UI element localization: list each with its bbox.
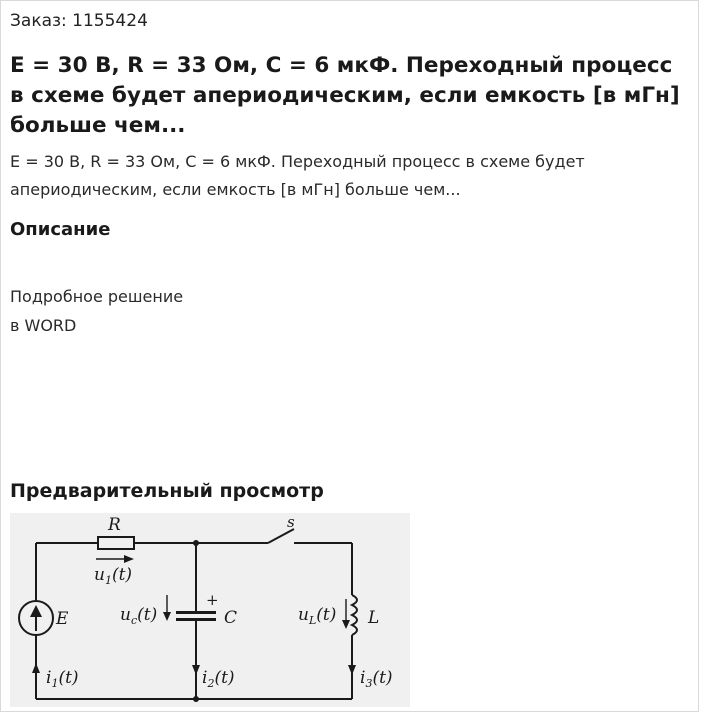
label-r: R xyxy=(108,515,121,535)
task-summary: E = 30 В, R = 33 Ом, C = 6 мкФ. Переходный процесс в схеме будет апериодическим, если емкость [в мГн] больше чем... xyxy=(10,152,585,199)
description-line: в WORD xyxy=(10,316,77,335)
description-body xyxy=(10,282,183,340)
label-ul: $u_L(t)$ xyxy=(298,605,337,627)
description-line: Подробное решение xyxy=(10,287,184,306)
label-uc: $u_c(t)$ xyxy=(120,605,158,627)
preview-heading: Предварительный просмотр xyxy=(10,480,324,502)
capacitor-symbol xyxy=(176,611,216,614)
label-i3: $i_3(t)$ xyxy=(360,668,393,690)
label-u1: $u_1(t)$ xyxy=(94,565,133,587)
label-s: s xyxy=(287,513,295,531)
resistor-symbol xyxy=(98,537,134,549)
label-e: E xyxy=(56,609,69,629)
inductor-symbol xyxy=(352,595,357,635)
order-number: Заказ: 1155424 xyxy=(10,11,148,31)
preview-image[interactable] xyxy=(10,513,410,707)
task-title: E = 30 В, R = 33 Ом, C = 6 мкФ. Переходный процесс в схеме будет апериодическим, если емкость [в мГн] больше чем... xyxy=(10,53,680,138)
switch-symbol xyxy=(268,529,294,543)
label-c: C xyxy=(224,608,238,628)
label-i1: $i_1(t)$ xyxy=(46,668,79,690)
label-l: L xyxy=(368,608,380,628)
description-heading: Описание xyxy=(10,219,111,240)
label-plus: + xyxy=(206,591,219,609)
label-i2: $i_2(t)$ xyxy=(202,668,235,690)
circuit-diagram xyxy=(10,513,410,707)
